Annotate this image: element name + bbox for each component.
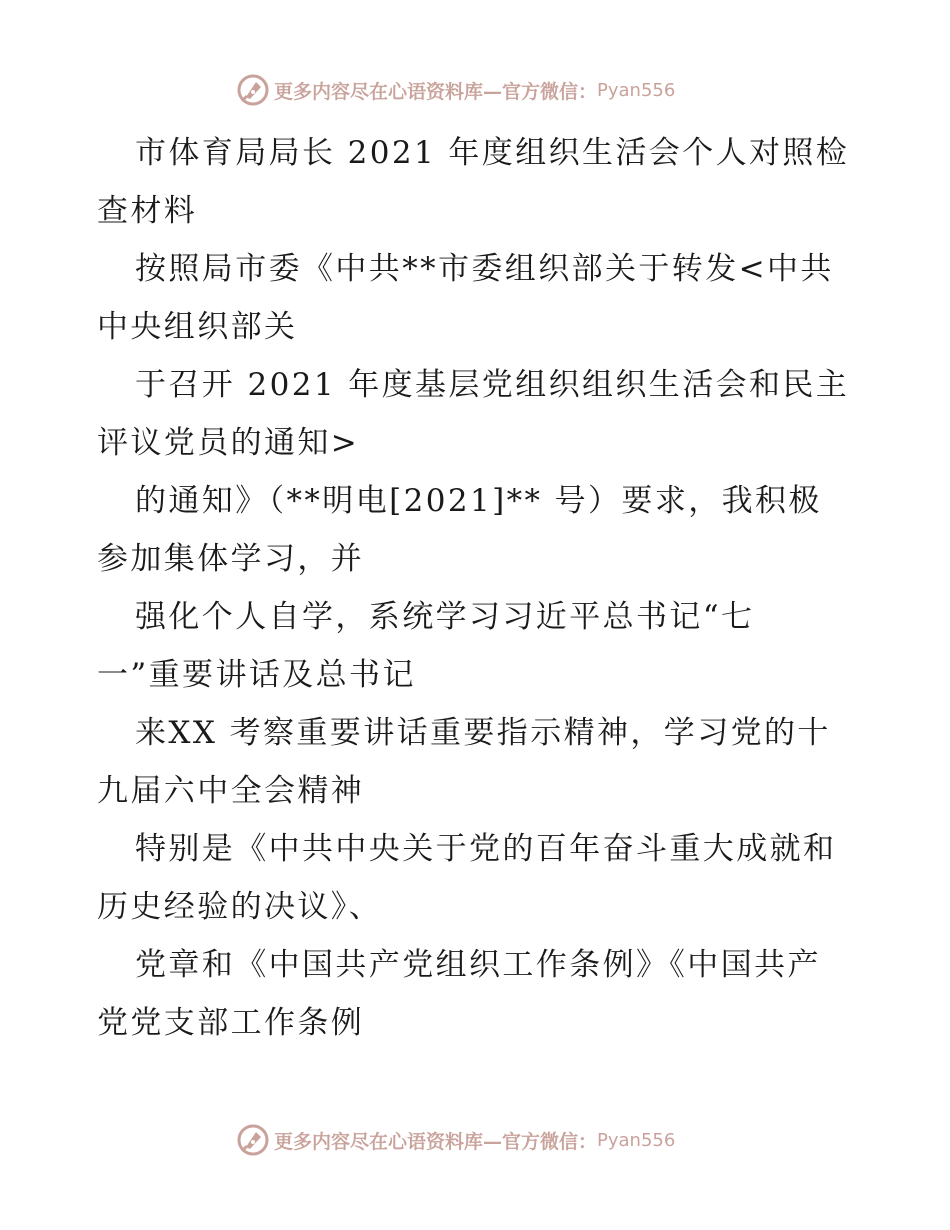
paragraph-line: 一”重要讲话及总书记	[97, 657, 416, 693]
document-body	[97, 124, 877, 1052]
paragraph-line: 于召开 2021 年度基层党组织组织生活会和民主	[135, 367, 850, 403]
paragraph-title	[97, 124, 877, 240]
watermark-text: 更多内容尽在心语资料库—官方微信：	[274, 1130, 598, 1153]
paragraph	[97, 240, 877, 356]
paragraph	[97, 472, 877, 588]
footer-watermark	[236, 1123, 675, 1157]
paragraph-line: 来XX 考察重要讲话重要指示精神，学习党的十	[135, 715, 831, 751]
watermark-wechat-id: Pyan556	[597, 1129, 676, 1151]
watermark-text: 更多内容尽在心语资料库—官方微信：	[274, 80, 598, 103]
fountain-pen-nib-icon	[236, 1123, 270, 1157]
fountain-pen-nib-icon	[236, 73, 270, 107]
paragraph-line: 参加集体学习，并	[97, 541, 365, 577]
paragraph-line: 中央组织部关	[97, 309, 298, 345]
paragraph-line: 特别是《中共中央关于党的百年奋斗重大成就和	[135, 831, 837, 867]
paragraph	[97, 588, 877, 704]
paragraph	[97, 820, 877, 936]
paragraph	[97, 936, 877, 1052]
paragraph-line: 九届六中全会精神	[97, 773, 365, 809]
paragraph-line: 党党支部工作条例	[97, 1005, 365, 1041]
paragraph	[97, 356, 877, 472]
paragraph-line: 查材料	[97, 193, 198, 229]
paragraph-line: 强化个人自学，系统学习习近平总书记“七	[135, 599, 755, 635]
paragraph-line: 党章和《中国共产党组织工作条例》《中国共产	[135, 947, 821, 983]
paragraph-line: 评议党员的通知>	[97, 425, 360, 461]
header-watermark	[236, 73, 675, 107]
paragraph-line: 按照局市委《中共**市委组织部关于转发<中共	[135, 251, 834, 287]
paragraph	[97, 704, 877, 820]
paragraph-line: 市体育局局长 2021 年度组织生活会个人对照检	[135, 135, 850, 171]
paragraph-line: 的通知》（**明电[2021]** 号）要求，我积极	[135, 483, 822, 519]
paragraph-line: 历史经验的决议》、	[97, 889, 383, 925]
watermark-wechat-id: Pyan556	[597, 79, 676, 101]
